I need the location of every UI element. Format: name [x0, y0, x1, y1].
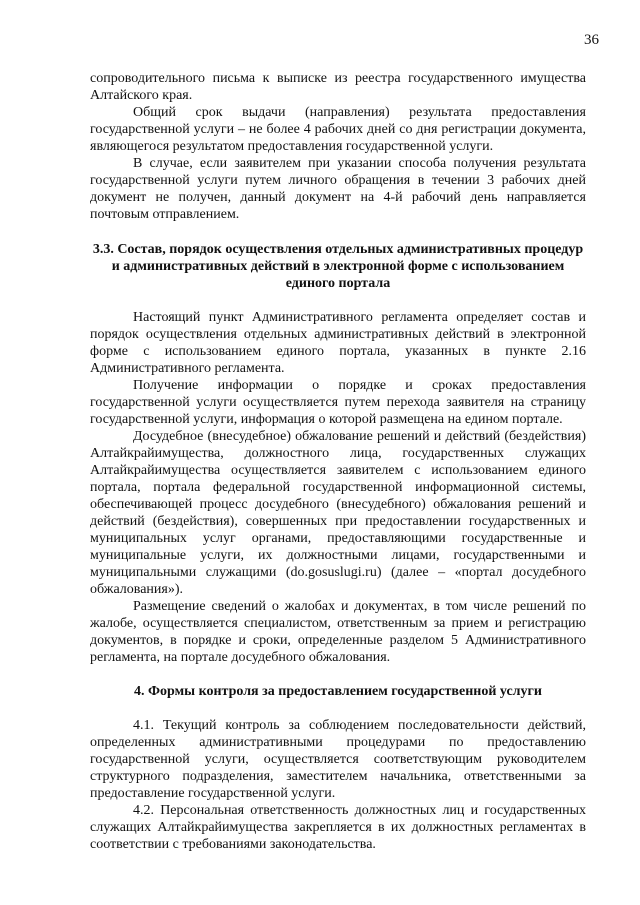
paragraph-postal-delivery: В случае, если заявителем при указании способа получения результата государственной услуги путем личного обращения в течении 3 рабочих дней документ не получен, данный документ на 4-й рабочий день направляется почтовым отправлением. — [90, 156, 586, 222]
paragraph-continuation: сопроводительного письма к выписке из реестра государственного имущества Алтайского края. — [90, 71, 586, 103]
section-4-heading: 4. Формы контроля за предоставлением государственной услуги — [134, 684, 542, 699]
document-body — [90, 70, 586, 853]
paragraph-4-2: 4.2. Персональная ответственность должностных лиц и государственных служащих Алтайкрайимущества закрепляется в их должностных регламентах в соответствии с требованиями законодательства. — [90, 803, 586, 852]
paragraph-delivery-term: Общий срок выдачи (направления) результата предоставления государственной услуги – не более 4 рабочих дней со дня регистрации документа, являющегося результатом предоставления государственной услуги. — [90, 105, 586, 154]
page-number: 36 — [584, 32, 599, 48]
section-3-3-heading: 3.3. Состав, порядок осуществления отдельных административных процедур и административных действий в электронной форме с использованием единого портала — [92, 242, 584, 291]
paragraph-3-3-scope: Настоящий пункт Административного регламента определяет состав и порядок осуществления отдельных административных действий в электронной форме с использованием единого портала, указанных в пункте 2.16 Административного регламента. — [90, 310, 586, 376]
paragraph-3-3-information: Получение информации о порядке и сроках предоставления государственной услуги осуществляется путем перехода заявителя на страницу государственной услуги, информация о которой размещена на едином портале. — [90, 378, 586, 427]
paragraph-4-1: 4.1. Текущий контроль за соблюдением последовательности действий, определенных административными процедурами по предоставлению государственной услуги, осуществляется соответствующим руководителем структурного подразделения, заместителем начальника, ответственными за предоставление государственной услуги. — [90, 718, 586, 801]
paragraph-3-3-appeal: Досудебное (внесудебное) обжалование решений и действий (бездействия) Алтайкрайимущества, должностного лица, государственных служащих Алтайкрайимущества осуществляется заявителем с использованием единого портала, портала федеральной государственной информационной системы, обеспечивающей процесс досудебного (внесудебного) обжалования решений и действий (бездействия), совершенных при предоставлении государственных и муниципальных услуг органами, предоставляющими государственные и муниципальные услуги, их должностными лицами, государственными и муниципальными служащими (do.gosuslugi.ru) (далее – «портал досудебного обжалования»). — [90, 429, 586, 597]
paragraph-3-3-complaints: Размещение сведений о жалобах и документах, в том числе решений по жалобе, осуществляется специалистом, ответственным за прием и регистрацию документов, в порядке и сроки, определенные разделом 5 Административного регламента, на портале досудебного обжалования. — [90, 599, 586, 665]
